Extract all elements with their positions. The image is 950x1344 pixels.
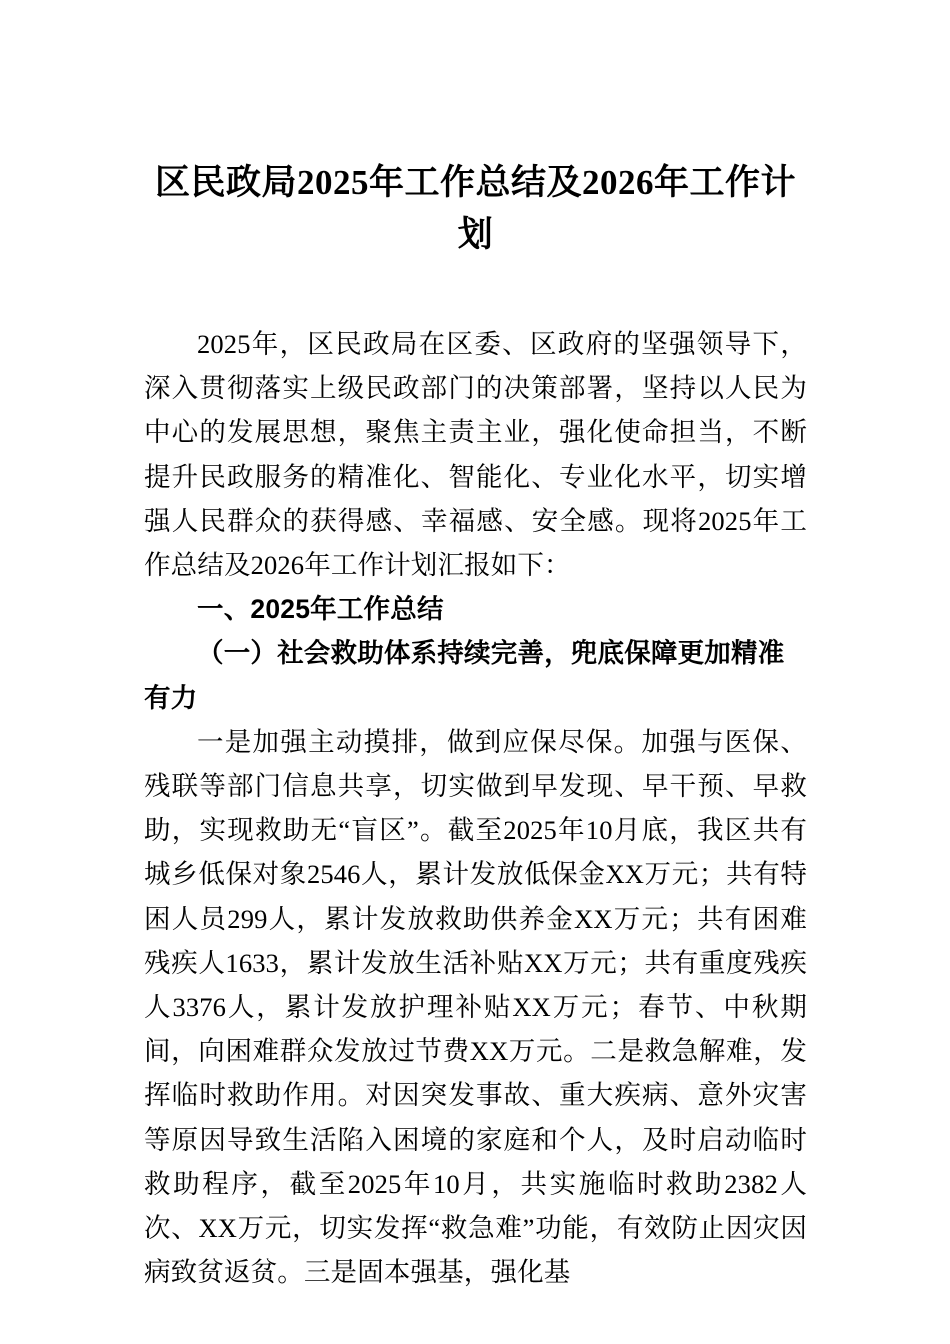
section-heading-level2: （一）社会救助体系持续完善，兜底保障更加精准有力 [144, 638, 785, 713]
page-title: 区民政局2025年工作总结及2026年工作计划 [154, 163, 796, 254]
section-body-paragraph: 一是加强主动摸排，做到应保尽保。加强与医保、残联等部门信息共享，切实做到早发现、早干预、早救助，实现救助无“盲区”。截至2025年10月底，我区共有城乡低保对象2546人，累计发放低保金XX万元；共有特困人员299人，累计发放救助供养金XX万元；共有困难残疾人1633，累计发放生活补贴XX万元；共有重度残疾人3376人，累计发放护理补贴XX万元；春节、中秋期间，向困难群众发放过节费XX万元。二是救急解难，发挥临时救助作用。对因突发事故、重大疾病、意外灾害等原因导致生活陷入困境的家庭和个人，及时启动临时救助程序，截至2025年10月，共实施临时救助2382人次、XX万元，切实发挥“救急难”功能，有效防止因灾因病致贫返贫。三是固本强基，强化基 [144, 726, 807, 1288]
intro-paragraph: 2025年，区民政局在区委、区政府的坚强领导下，深入贯彻落实上级民政部门的决策部署，坚持以人民为中心的发展思想，聚焦主责主业，强化使命担当，不断提升民政服务的精准化、智能化、专业化水平，切实增强人民群众的获得感、幸福感、安全感。现将2025年工作总结及2026年工作计划汇报如下： [144, 329, 807, 581]
section-heading-level1: 一、2025年工作总结 [197, 594, 444, 625]
document-body [144, 322, 807, 1288]
